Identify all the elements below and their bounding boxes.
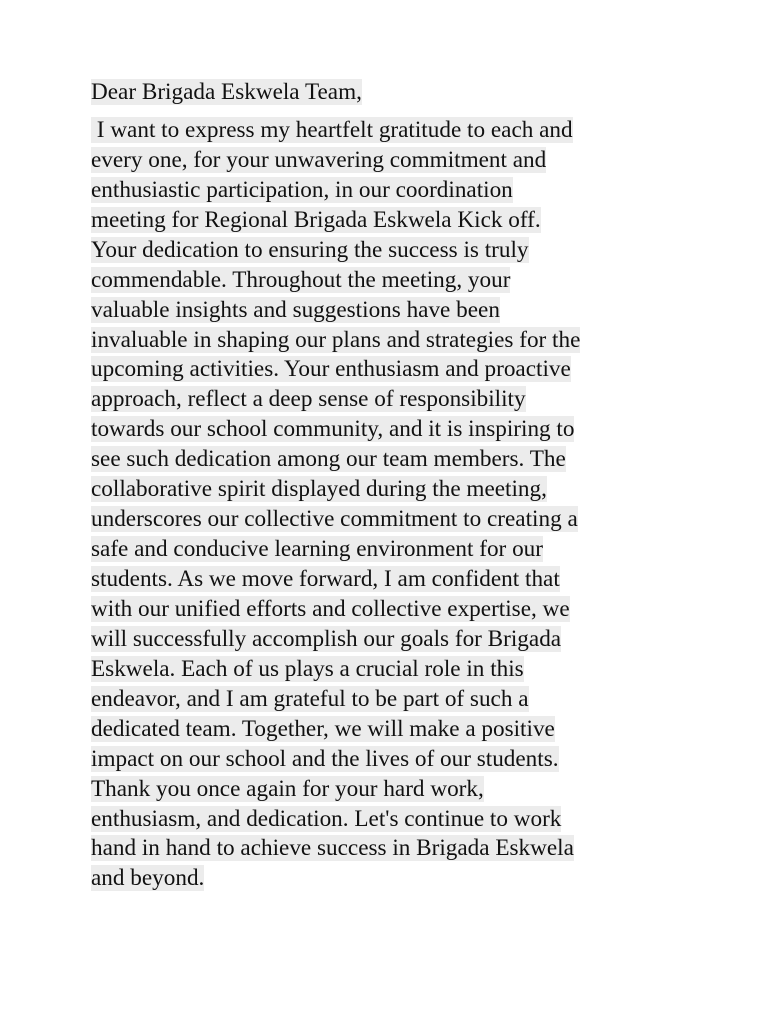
body-line-text: will successfully accomplish our goals for Brigada xyxy=(91,625,562,652)
salutation-line xyxy=(91,78,691,108)
letter-body xyxy=(91,78,691,894)
body-line xyxy=(91,625,691,655)
body-line xyxy=(91,355,691,385)
body-line-text: and beyond. xyxy=(91,865,205,892)
body-line xyxy=(91,296,691,326)
body-line-text: endeavor, and I am grateful to be part of such a xyxy=(91,685,529,712)
body-line xyxy=(91,146,691,176)
salutation-text: Dear Brigada Eskwela Team, xyxy=(91,79,362,105)
body-line-text: impact on our school and the lives of our students. xyxy=(91,745,559,772)
body-line-text: invaluable in shaping our plans and strategies for the xyxy=(91,326,581,353)
body-line xyxy=(91,834,691,864)
body-line xyxy=(91,266,691,296)
body-line xyxy=(91,864,691,894)
body-line xyxy=(91,415,691,445)
body-line-text: collaborative spirit displayed during the meeting, xyxy=(91,476,547,503)
body-line xyxy=(91,685,691,715)
body-line xyxy=(91,565,691,595)
body-line xyxy=(91,326,691,356)
body-line xyxy=(91,775,691,805)
body-line-text: meeting for Regional Brigada Eskwela Kick off. xyxy=(91,206,541,233)
body-line xyxy=(91,116,691,146)
body-line-text: approach, reflect a deep sense of responsibility xyxy=(91,386,526,413)
body-line-text: every one, for your unwavering commitment and xyxy=(91,146,547,173)
body-line xyxy=(91,475,691,505)
body-line xyxy=(91,715,691,745)
body-line xyxy=(91,176,691,206)
body-line-text: underscores our collective commitment to creating a xyxy=(91,506,578,533)
body-line-text: I want to express my heartfelt gratitude to each and xyxy=(91,116,573,143)
body-line xyxy=(91,206,691,236)
body-line xyxy=(91,655,691,685)
body-line-text: with our unified efforts and collective expertise, we xyxy=(91,595,570,622)
body-line-text: see such dedication among our team members. The xyxy=(91,446,566,473)
body-line xyxy=(91,236,691,266)
body-line xyxy=(91,745,691,775)
body-line xyxy=(91,535,691,565)
body-line xyxy=(91,385,691,415)
body-line-text: enthusiastic participation, in our coordination xyxy=(91,176,513,203)
body-line-text: upcoming activities. Your enthusiasm and proactive xyxy=(91,356,571,383)
body-line xyxy=(91,595,691,625)
body-line xyxy=(91,805,691,835)
body-line-text: Thank you once again for your hard work, xyxy=(91,775,484,802)
body-line-text: dedicated team. Together, we will make a positive xyxy=(91,715,555,742)
body-line xyxy=(91,505,691,535)
body-line-text: hand in hand to achieve success in Brigada Eskwela xyxy=(91,835,574,862)
body-line-text: students. As we move forward, I am confident that xyxy=(91,566,560,592)
body-line-text: commendable. Throughout the meeting, your xyxy=(91,266,511,293)
body-line xyxy=(91,445,691,475)
body-line-text: Eskwela. Each of us plays a crucial role in this xyxy=(91,655,524,682)
body-line-text: towards our school community, and it is inspiring to xyxy=(91,416,575,443)
body-line-text: safe and conducive learning environment for our xyxy=(91,536,543,563)
body-line-text: valuable insights and suggestions have been xyxy=(91,296,500,323)
body-line-text: Your dedication to ensuring the success is truly xyxy=(91,236,529,263)
body-line-text: enthusiasm, and dedication. Let's continue to work xyxy=(91,805,562,832)
